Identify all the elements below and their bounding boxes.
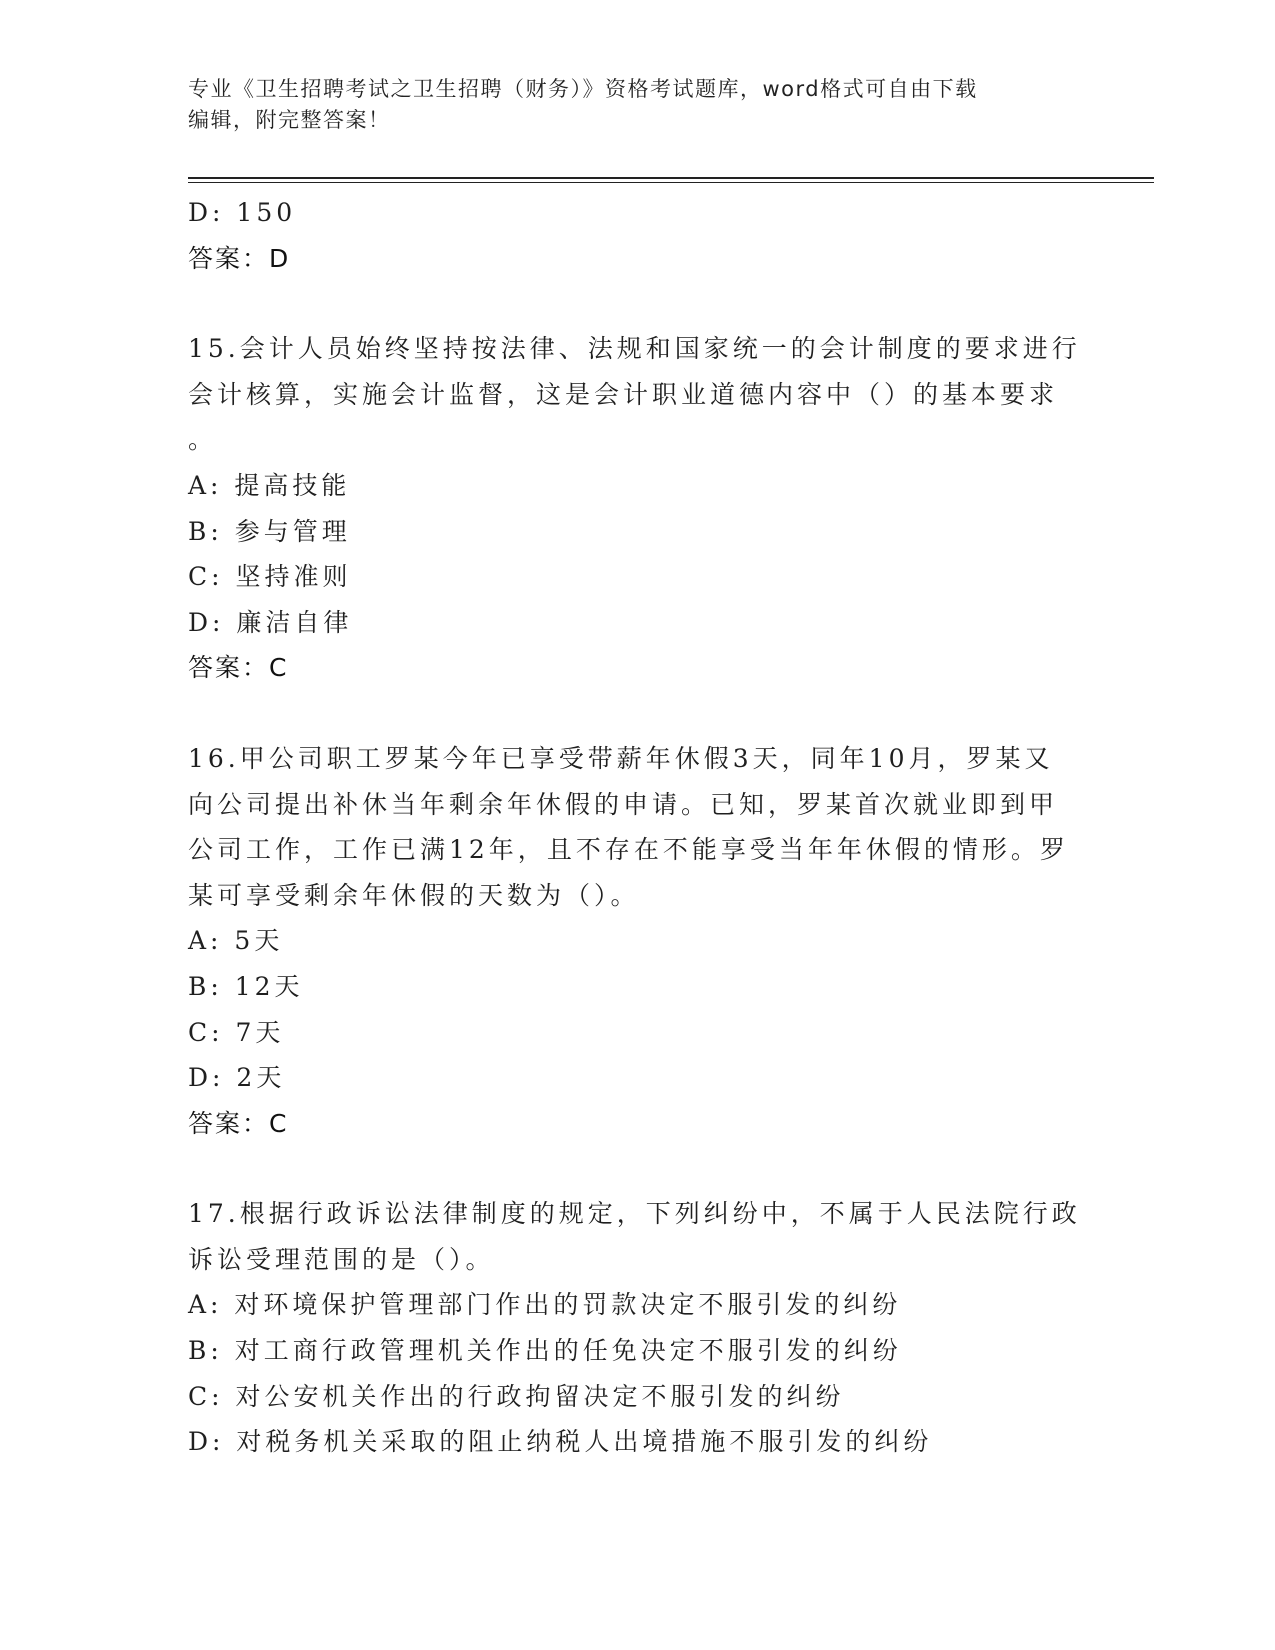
spacer — [188, 691, 1088, 736]
spacer — [188, 1146, 1088, 1191]
prev-answer: 答案：D — [188, 243, 291, 273]
page-header — [188, 74, 1068, 136]
option-b: B: 12天 — [188, 971, 304, 1001]
option-c: C: 坚持准则 — [188, 562, 352, 592]
question-16 — [188, 736, 1088, 1146]
option-a: A: 对环境保护管理部门作出的罚款决定不服引发的纠纷 — [188, 1290, 902, 1320]
option-c: C: 对公安机关作出的行政拘留决定不服引发的纠纷 — [188, 1381, 845, 1411]
answer: 答案：C — [188, 653, 289, 683]
question-stem-line: 诉讼受理范围的是（）。 — [188, 1244, 495, 1274]
header-divider-thick — [188, 177, 1154, 179]
option-a: A: 5天 — [188, 926, 284, 956]
option-d: D: 对税务机关采取的阻止纳税人出境措施不服引发的纠纷 — [188, 1427, 933, 1457]
question-17 — [188, 1191, 1088, 1465]
question-stem-line: 向公司提出补休当年剩余年休假的申请。已知，罗某首次就业即到甲 — [188, 789, 1059, 819]
question-stem-line: 。 — [188, 425, 218, 455]
option-d: D: 2天 — [188, 1063, 286, 1093]
option-b: B: 对工商行政管理机关作出的任免决定不服引发的纠纷 — [188, 1336, 902, 1366]
question-stem-line: 公司工作，工作已满12年，且不存在不能享受当年年休假的情形。罗 — [188, 835, 1069, 865]
question-stem-line: 会计核算，实施会计监督，这是会计职业道德内容中（）的基本要求 — [188, 379, 1059, 409]
question-15 — [188, 326, 1088, 691]
question-stem-line: 17.根据行政诉讼法律制度的规定，下列纠纷中，不属于人民法院行政 — [188, 1199, 1081, 1229]
question-stem-line: 某可享受剩余年休假的天数为（）。 — [188, 880, 640, 910]
prev-option-d: D: 150 — [188, 198, 297, 227]
answer: 答案：C — [188, 1108, 289, 1138]
question-content — [188, 190, 1088, 1465]
option-b: B: 参与管理 — [188, 516, 351, 546]
question-stem-line: 15.会计人员始终坚持按法律、法规和国家统一的会计制度的要求进行 — [188, 334, 1081, 364]
header-divider-thin — [188, 182, 1154, 183]
option-d: D: 廉洁自律 — [188, 607, 353, 637]
option-a: A: 提高技能 — [188, 470, 351, 500]
option-c: C: 7天 — [188, 1017, 285, 1047]
spacer — [188, 281, 1088, 326]
header-line-2: 编辑，附完整答案！ — [188, 108, 391, 132]
question-stem-line: 16.甲公司职工罗某今年已享受带薪年休假3天，同年10月，罗某又 — [188, 743, 1054, 773]
header-line-1: 专业《卫生招聘考试之卫生招聘（财务）》资格考试题库，word格式可自由下载 — [188, 77, 978, 101]
